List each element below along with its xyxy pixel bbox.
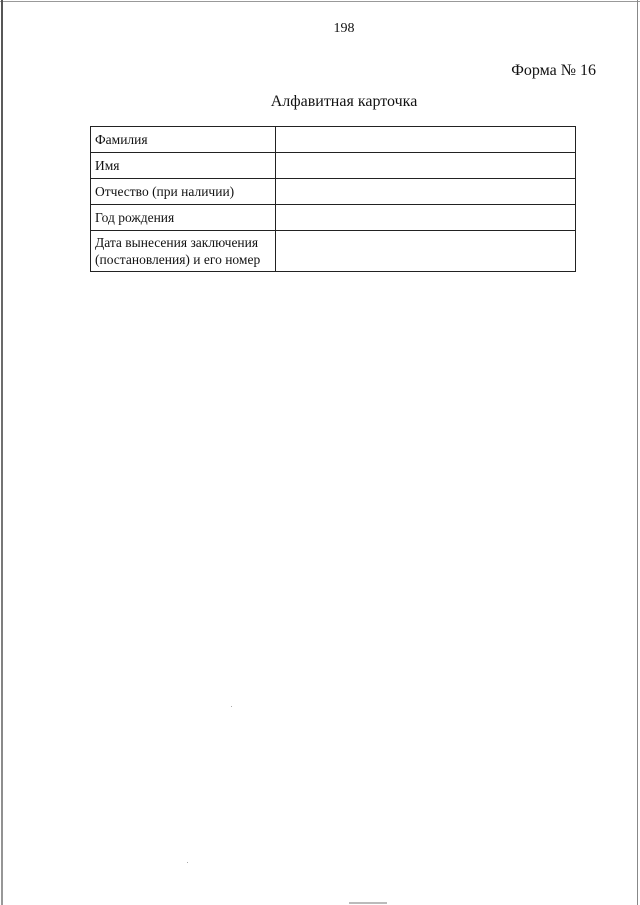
row-name xyxy=(91,153,576,179)
row-surname xyxy=(91,127,576,153)
row-value-name xyxy=(276,153,576,179)
row-label-decision-date: Дата вынесения заключения (постановления) и его номер xyxy=(91,231,276,272)
card-title: Алфавитная карточка xyxy=(270,93,418,110)
row-label-name: Имя xyxy=(91,153,276,179)
scan-footer-mark xyxy=(349,902,387,904)
row-decision-date xyxy=(91,231,576,272)
alphabetical-card-table xyxy=(90,126,576,272)
row-label-patronymic: Отчество (при наличии) xyxy=(91,179,276,205)
row-label-surname: Фамилия xyxy=(91,127,276,153)
row-patronymic xyxy=(91,179,576,205)
row-value-patronymic xyxy=(276,179,576,205)
row-value-surname xyxy=(276,127,576,153)
row-birth-year xyxy=(91,205,576,231)
row-value-birth-year xyxy=(276,205,576,231)
scan-edge-right xyxy=(637,0,638,905)
row-label-birth-year: Год рождения xyxy=(91,205,276,231)
scan-edge-left xyxy=(1,0,3,905)
scan-speck xyxy=(187,862,188,863)
form-number: Форма № 16 xyxy=(511,62,596,79)
scan-edge-top xyxy=(0,1,640,2)
row-value-decision-date xyxy=(276,231,576,272)
page-number: 198 xyxy=(333,21,355,36)
scan-speck xyxy=(231,706,232,707)
